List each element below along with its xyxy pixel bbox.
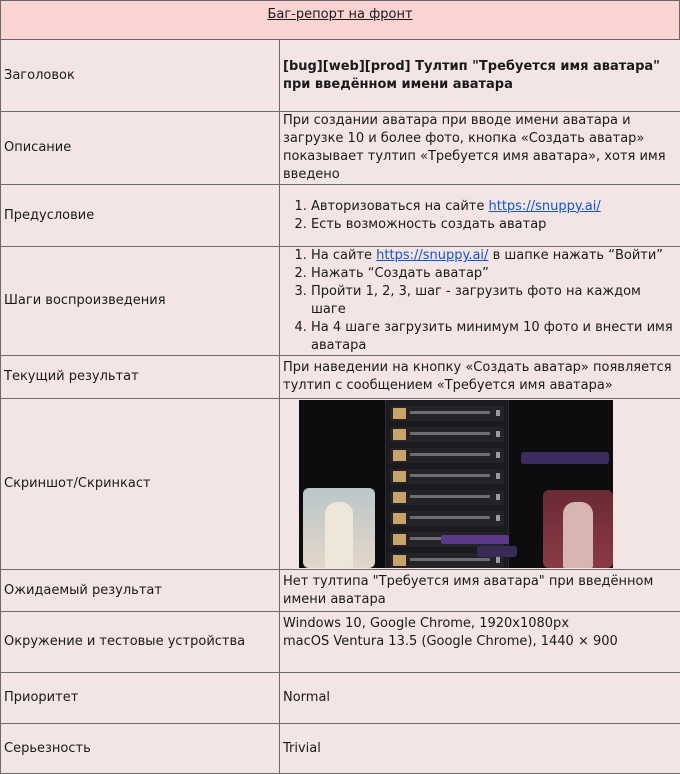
precondition-value[interactable] (280, 185, 680, 247)
expected-value[interactable]: Нет тултипа "Требуется имя аватара" при введённом имени аватара (280, 570, 680, 612)
file-thumbnail (393, 513, 406, 524)
severity-value[interactable]: Trivial (280, 724, 680, 774)
file-name-line (410, 453, 490, 456)
dark-pill-button (521, 452, 609, 464)
priority-value[interactable]: Normal (280, 673, 680, 724)
file-thumbnail (393, 555, 406, 566)
file-thumbnail (393, 408, 406, 419)
expected-label: Ожидаемый результат (1, 570, 280, 612)
steps-list (283, 247, 678, 355)
step-1 (311, 247, 678, 265)
trash-icon (496, 515, 500, 521)
precondition-list (283, 198, 678, 234)
uploaded-file-row (390, 427, 504, 442)
row-description (1, 112, 680, 185)
row-actual (1, 356, 680, 399)
trash-icon (496, 410, 500, 416)
screenshot-label: Скриншот/Скринкаст (1, 399, 280, 570)
trash-icon (496, 473, 500, 479)
uploaded-file-row (390, 469, 504, 484)
precondition-step-2: 2. Есть возможность создать аватар (311, 216, 678, 234)
heading-value[interactable]: [bug][web][prod] Тултип "Требуется имя аватара" при введённом имени аватара (280, 40, 680, 112)
snuppy-link-steps[interactable]: https://snuppy.ai/ (376, 248, 488, 263)
row-severity (1, 724, 680, 774)
precondition-step-1-text: Авторизоваться на сайте (311, 199, 488, 214)
row-priority (1, 673, 680, 724)
uploaded-file-row (390, 448, 504, 463)
description-value[interactable]: При создании аватара при вводе имени аватара и загрузке 10 и более фото, кнопка «Создать аватар» показывает тултип «Требуется имя аватара», хотя имя введено (280, 112, 680, 185)
steps-label: Шаги воспроизведения (1, 247, 280, 356)
severity-label: Серьезность (1, 724, 280, 774)
file-thumbnail (393, 471, 406, 482)
tooltip-shape (441, 535, 509, 544)
report-title: Баг-репорт на фронт (267, 7, 412, 22)
file-thumbnail (393, 492, 406, 503)
trash-icon (496, 431, 500, 437)
step-4: 4. На 4 шаге загрузить минимум 10 фото и внести имя аватара (311, 319, 678, 355)
file-thumbnail (393, 450, 406, 461)
row-precondition (1, 185, 680, 247)
row-steps (1, 247, 680, 356)
uploaded-file-row (390, 511, 504, 526)
precondition-label: Предусловие (1, 185, 280, 247)
actual-value[interactable]: При наведении на кнопку «Создать аватар» появляется тултип с сообщением «Требуется имя аватара» (280, 356, 680, 399)
row-environment (1, 612, 680, 673)
environment-line-2: macOS Ventura 13.5 (Google Chrome), 1440 × 900 (283, 633, 678, 651)
file-name-line (410, 411, 490, 414)
environment-value[interactable] (280, 612, 680, 673)
step-3: 3. Пройти 1, 2, 3, шаг - загрузить фото на каждом шаге (311, 283, 678, 319)
environment-line-1: Windows 10, Google Chrome, 1920x1080px (283, 615, 678, 633)
file-thumbnail (393, 429, 406, 440)
step-1-pre: На сайте (311, 248, 376, 263)
file-thumbnail (393, 534, 406, 545)
steps-value[interactable] (280, 247, 680, 356)
priority-label: Приоритет (1, 673, 280, 724)
file-name-line (410, 432, 490, 435)
actual-label: Текущий результат (1, 356, 280, 399)
screenshot-value[interactable] (280, 399, 680, 570)
bug-report-table (0, 39, 680, 774)
precondition-step-1 (311, 198, 678, 216)
heading-label: Заголовок (1, 40, 280, 112)
uploaded-file-row (390, 490, 504, 505)
step-2: 2. Нажать “Создать аватар” (311, 265, 678, 283)
file-name-line (410, 516, 490, 519)
environment-label: Окружение и тестовые устройства (1, 612, 280, 673)
row-heading (1, 40, 680, 112)
trash-icon (496, 557, 500, 563)
avatar-photo-right (543, 490, 613, 568)
description-label: Описание (1, 112, 280, 185)
row-screenshot (1, 399, 680, 570)
avatar-photo-left (303, 488, 375, 568)
file-name-line (410, 474, 490, 477)
snuppy-link[interactable]: https://snuppy.ai/ (488, 199, 600, 214)
file-name-line (410, 495, 490, 498)
report-title-row (0, 0, 680, 40)
row-expected (1, 570, 680, 612)
step-1-post: в шапке нажать “Войти” (488, 248, 663, 263)
create-avatar-button-shape (477, 546, 517, 557)
uploaded-file-row (390, 406, 504, 421)
trash-icon (496, 452, 500, 458)
file-name-line (410, 558, 490, 561)
trash-icon (496, 494, 500, 500)
screenshot-image[interactable] (299, 400, 613, 568)
